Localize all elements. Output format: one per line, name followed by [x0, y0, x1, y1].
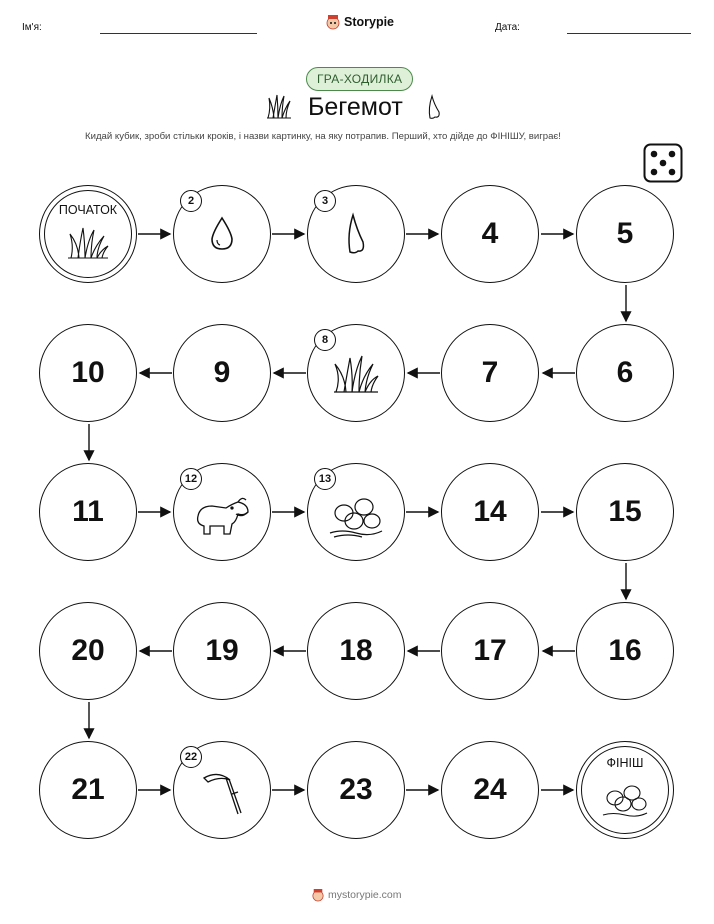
board-cell-7[interactable]	[441, 324, 539, 422]
cell-number: 23	[339, 773, 373, 806]
board-cell-10[interactable]	[39, 324, 137, 422]
board-cell-9[interactable]	[173, 324, 271, 422]
hippo-family-icon	[601, 782, 649, 820]
cell-number: 4	[481, 217, 499, 250]
cell-number: 7	[481, 356, 499, 389]
footer	[312, 888, 402, 902]
board-cell-12[interactable]	[173, 463, 271, 561]
name-label: Ім'я:	[22, 22, 42, 33]
cell-number: 16	[608, 634, 642, 667]
board-cell-6[interactable]	[576, 324, 674, 422]
board-cell-4[interactable]	[441, 185, 539, 283]
cell-number: 5	[616, 217, 634, 250]
cell-number: 19	[205, 634, 239, 667]
cell-number: 17	[473, 634, 507, 667]
board-cell-23[interactable]	[307, 741, 405, 839]
grass-icon	[332, 352, 380, 394]
board-cell-5[interactable]	[576, 185, 674, 283]
cell-number: 20	[71, 634, 105, 667]
cell-number: 22	[180, 746, 202, 768]
date-label: Дата:	[495, 22, 520, 33]
board-cell-17[interactable]	[441, 602, 539, 700]
hippo-family-icon	[328, 495, 384, 539]
cell-number: 3	[314, 190, 336, 212]
cell-number: 14	[473, 495, 507, 528]
cell-number: 15	[608, 495, 642, 528]
game-type-badge: ГРА-ХОДИЛКА	[306, 67, 413, 91]
board-cell-3[interactable]	[307, 185, 405, 283]
board-cell-13[interactable]	[307, 463, 405, 561]
board-cell-21[interactable]	[39, 741, 137, 839]
cell-number: 18	[339, 634, 373, 667]
board-cell-16[interactable]	[576, 602, 674, 700]
cell-number: 2	[180, 190, 202, 212]
cell-number: 13	[314, 468, 336, 490]
finish-label: ФІНІШ	[606, 756, 644, 770]
board-cell-2[interactable]	[173, 185, 271, 283]
cell-number: 24	[473, 773, 507, 806]
water-drop-icon	[207, 216, 237, 252]
board-cell-15[interactable]	[576, 463, 674, 561]
board-cell-22[interactable]	[173, 741, 271, 839]
board-cell-20[interactable]	[39, 602, 137, 700]
instructions-text: Кидай кубик, зроби стільки кроків, і назви картинку, на яку потрапив. Перший, хто дійде до ФІНІШУ, виграє!	[85, 131, 561, 142]
start-cell[interactable]	[39, 185, 137, 283]
cell-number: 8	[314, 329, 336, 351]
cell-number: 12	[180, 468, 202, 490]
cell-number: 11	[72, 495, 104, 528]
footer-url[interactable]: mystorypie.com	[328, 889, 402, 901]
tooth-icon	[345, 212, 367, 256]
cell-number: 21	[71, 773, 105, 806]
start-label: ПОЧАТОК	[58, 203, 118, 217]
grass-icon	[66, 224, 110, 260]
finish-cell[interactable]	[576, 741, 674, 839]
cell-number: 6	[616, 356, 634, 389]
cell-number: 9	[213, 356, 231, 389]
board-cell-18[interactable]	[307, 602, 405, 700]
board-cell-11[interactable]	[39, 463, 137, 561]
board-cell-14[interactable]	[441, 463, 539, 561]
page-title: Бегемот	[308, 93, 403, 121]
brand-name: Storypie	[344, 15, 395, 29]
hippo-icon	[192, 496, 252, 538]
board-cell-19[interactable]	[173, 602, 271, 700]
storypie-mascot-icon	[312, 888, 324, 902]
board-cell-8[interactable]	[307, 324, 405, 422]
cell-number: 10	[71, 356, 105, 389]
board-cell-24[interactable]	[441, 741, 539, 839]
scythe-icon	[200, 768, 244, 818]
